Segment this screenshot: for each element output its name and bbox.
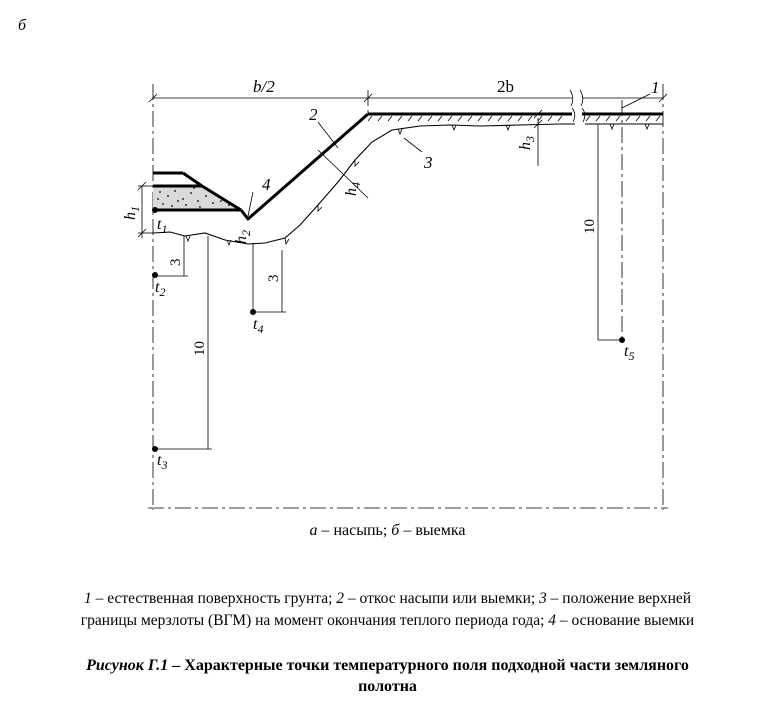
roadbed-layers — [153, 173, 241, 210]
point-t4 — [250, 309, 256, 315]
depth-3-right-label: 3 — [266, 274, 282, 282]
depth-10-right-label: 10 — [582, 219, 598, 234]
depth-3-left-label: 3 — [168, 258, 184, 266]
legend — [0, 588, 775, 632]
t3-label: $t_3$ — [157, 452, 168, 472]
t1-label: $t_1$ — [157, 216, 168, 236]
figure-title — [0, 655, 775, 697]
h4-label: $h_4$ — [343, 182, 363, 196]
t4-label: $t_4$ — [253, 316, 264, 336]
label-1: 1 — [651, 78, 660, 97]
sub-caption: а – насыпь; б – выемка — [309, 522, 466, 539]
point-t2 — [152, 272, 158, 278]
h3-label: $h_3$ — [517, 136, 537, 150]
legend-line-1: 1 – естественная поверхность грунта; 2 – откос насыпи или выемки; 3 – положение верхней — [83, 590, 692, 607]
legend-line-2: границы мерзлоты (ВГМ) на момент окончания теплого периода года; 4 – основание выемки — [80, 612, 695, 629]
depth-10-left-label: 10 — [192, 341, 208, 356]
t5-label: $t_5$ — [624, 343, 635, 363]
dimension-line-top — [149, 90, 667, 106]
axis-lines — [148, 84, 668, 510]
label-2: 2 — [309, 105, 318, 124]
figure-title-line-1: Рисунок Г.1 – Характерные точки температурного поля подходной части земляного — [86, 657, 689, 674]
dimension-double-width: 2b — [497, 77, 514, 96]
h2-label: $h_2$ — [233, 230, 253, 244]
depth-3-left — [153, 236, 188, 276]
figure-title-line-2: полотна — [358, 678, 417, 695]
temperature-points — [152, 207, 625, 452]
slope-line — [241, 114, 368, 219]
label-4: 4 — [262, 175, 271, 194]
h1-label: $h_1$ — [122, 206, 142, 220]
t2-label: $t_2$ — [155, 279, 166, 299]
label-3: 3 — [424, 153, 433, 172]
point-t1 — [152, 207, 158, 213]
panel-label: б — [18, 17, 27, 34]
depth-10-right — [598, 124, 622, 340]
natural-ground-surface — [368, 108, 663, 122]
dimension-half-width: b/2 — [253, 77, 275, 96]
